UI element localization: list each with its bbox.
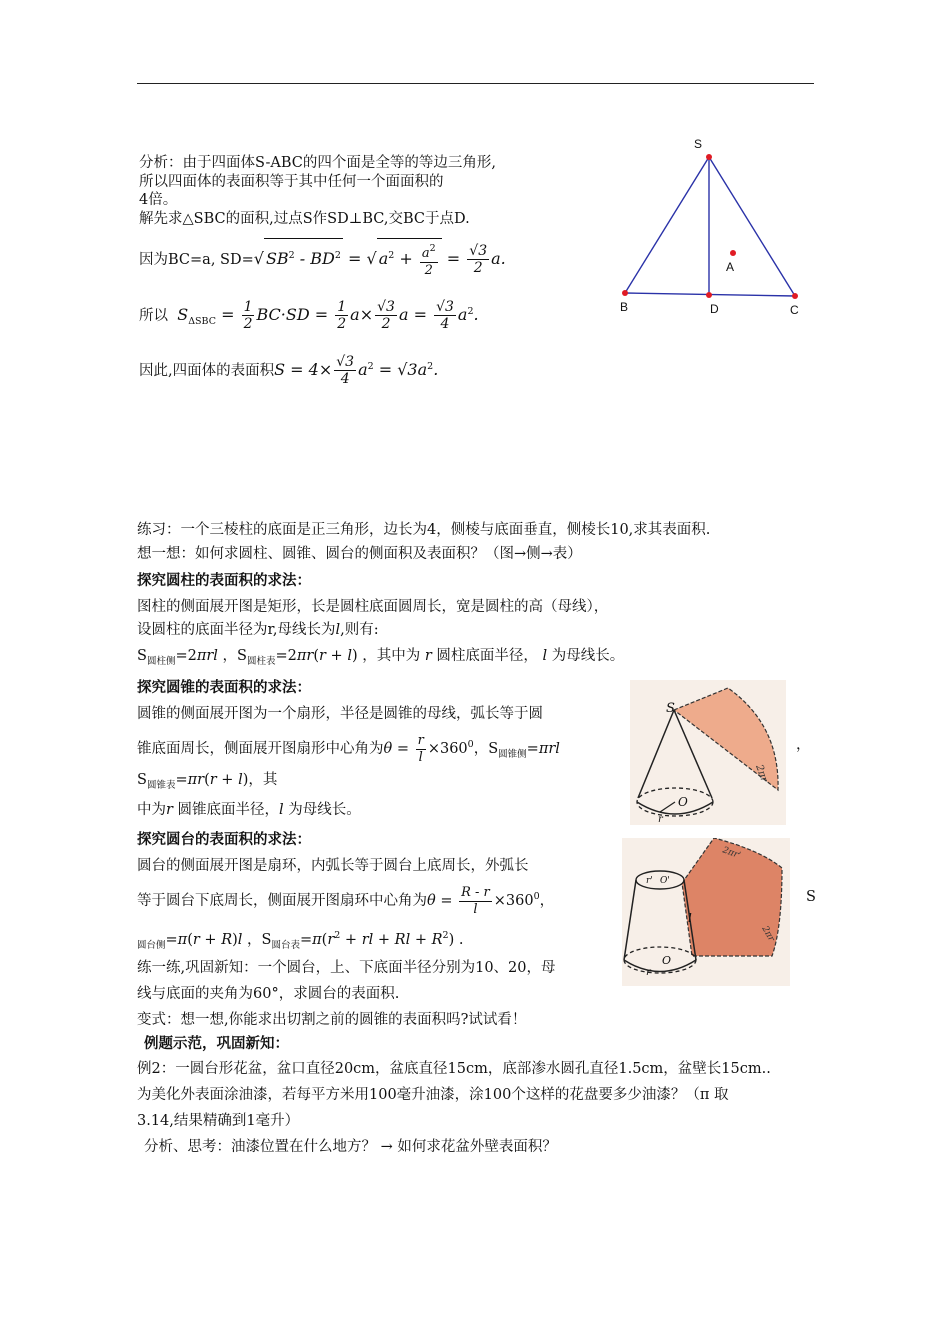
total-formula: 因此,四面体的表面积S = 4× $\frac{√3}{4}$ $a^2 = √3a^2$. — [139, 354, 439, 387]
point-b — [622, 290, 628, 296]
frustum-line-2: 等于圆台下底周长，侧面展开图扇环中心角为θ = $\frac{R - r}{l}$ $\times 360^0$， — [137, 884, 555, 917]
cylinder-line-2: 设圆柱的底面半径为r,母线长为l,则有: — [137, 622, 379, 638]
point-a — [730, 250, 736, 256]
frustum-fig-l: l — [688, 911, 692, 925]
cone-heading: 探究圆锥的表面积的求法： — [137, 679, 311, 696]
cone-comma: ， — [473, 741, 489, 757]
therefore-text: 因此,四面体的表面积 — [139, 363, 275, 379]
label-d: D — [710, 302, 719, 316]
frustum-fig-r1: r' — [646, 876, 653, 886]
cylinder-heading: 探究圆柱的表面积的求法： — [137, 572, 311, 589]
tetrahedron-diagram — [600, 130, 820, 330]
area-formula: 所以 $S_{\Delta SBC}$ = $\frac{1}{2}$ BC·SD = $\frac{1}{2}$ a× $\frac{√3}{2}$ a = $\frac{√3}{4}$ $a^2$. — [139, 299, 479, 332]
sd-formula: 因为BC=a, SD=√ $SB^2 - BD^2$ = √ $a^2$ + $\frac{a^2}{2}$ = $\frac{√3}{2}$ a. — [139, 238, 506, 279]
cylinder-tail-1: ，其中为 — [362, 648, 421, 664]
label-s: S — [694, 137, 703, 151]
so-text: 所以 — [139, 308, 168, 324]
label-c: C — [790, 303, 799, 317]
frustum-fig-arc2: 2πr — [759, 924, 777, 944]
exercise-line-1: 练一练,巩固新知：一个圆台，上、下底面半径分别为10、20，母 — [137, 960, 556, 976]
point-s — [706, 154, 712, 160]
frustum-fig-arc1: 2πr' — [720, 845, 742, 862]
point-c — [792, 293, 798, 299]
cylinder-tail-3: 为母线长。 — [551, 648, 625, 664]
frustum-heading: 探究圆台的表面积的求法： — [137, 831, 311, 848]
example-heading: 例题示范，巩固新知： — [144, 1035, 289, 1052]
cone-line-4: 中为r 圆锥底面半径，l 为母线长。 — [137, 802, 361, 818]
label-a: A — [726, 260, 735, 274]
cone-line-4-c: 为母线长。 — [288, 802, 361, 818]
frustum-net-figure — [622, 838, 790, 986]
cylinder-formula: $S_{圆柱侧}=2\pi rl$ ，$S_{圆柱表}=2\pi r(r + l)$ ，其中为 r 圆柱底面半径， l 为母线长。 — [137, 648, 625, 667]
cone-fig-o: O — [678, 795, 688, 809]
cone-line-2-text: 锥底面周长，侧面展开图扇形中心角为 — [137, 741, 384, 757]
cone-fig-s: S — [666, 701, 675, 716]
analysis-line-3: 4倍。 — [139, 192, 178, 208]
cone-line-1: 圆锥的侧面展开图为一个扇形，半径是圆锥的母线，弧长等于圆 — [137, 706, 543, 722]
exercise-line-2: 线与底面的夹角为60°，求圆台的表面积. — [137, 986, 400, 1002]
cylinder-line-1: 图柱的侧面展开图是矩形，长是圆柱底面圆周长，宽是圆柱的高（母线）， — [137, 599, 609, 615]
edge-sc — [709, 157, 795, 296]
cone-trailing-comma: ， — [796, 737, 811, 753]
edge-sb — [625, 157, 709, 293]
cylinder-line-2-end: ,则有: — [340, 622, 379, 638]
example-line-1: 例2：一圆台形花盆，盆口直径20cm，盆底直径15cm，底部渗水圆孔直径1.5cm，盆壁长15cm.. — [137, 1061, 771, 1077]
analysis-line-2: 所以四面体的表面积等于其中任何一个面面积的 — [139, 174, 444, 190]
exercise-variant: 变式：想一想,你能求出切割之前的圆锥的表面积吗?试试看！ — [137, 1012, 527, 1028]
example-line-2: 为美化外表面涂油漆，若每平方米用100毫升油漆，涂100个这样的花盘要多少油漆？（π 取 — [137, 1087, 729, 1103]
frustum-line-1: 圆台的侧面展开图是扇环，内弧长等于圆台上底周长，外弧长 — [137, 858, 529, 874]
example-line-3: 3.14,结果精确到1毫升） — [137, 1113, 300, 1129]
frustum-trailing-s: S — [806, 889, 816, 905]
cone-line-3: $S_{圆锥表}=\pi r(r + l)$，其 — [137, 772, 278, 791]
cylinder-tail-2: 圆柱底面半径， — [436, 648, 538, 664]
cylinder-line-2-text: 设圆柱的底面半径为r,母线长为 — [137, 622, 336, 638]
because-text: 因为BC=a, SD= — [139, 252, 254, 268]
cone-line-3-tail: ，其 — [248, 772, 278, 788]
frustum-fig-r: r — [646, 967, 651, 978]
analysis-line-4: 解先求△SBC的面积,过点S作SD⊥BC,交BC于点D. — [139, 211, 470, 227]
cone-fig-arc: 2πr — [753, 763, 770, 784]
cone-net-figure — [630, 680, 786, 825]
header-rule — [137, 83, 814, 84]
analysis-line-1: 分析：由于四面体S-ABC的四个面是全等的等边三角形, — [139, 155, 496, 171]
frustum-formula: $_{圆台侧}$=π(r + R)l ，$S_{圆台表}=\pi(r^2$ + rl + $Rl + R^2$) . — [137, 930, 464, 951]
label-b: B — [620, 300, 629, 314]
think-text: 想一想：如何求圆柱、圆锥、圆台的侧面积及表面积？（图→侧→表） — [137, 546, 582, 562]
cone-line-2: 锥底面周长，侧面展开图扇形中心角为θ = $\frac{r}{l}$ $\times 360^0$，$S_{圆锥侧}=\pi rl$ — [137, 732, 560, 765]
point-d — [706, 292, 712, 298]
cone-line-4-b: 圆锥底面半径， — [177, 802, 280, 818]
example-line-4: 分析、思考：油漆位置在什么地方？ → 如何求花盆外壁表面积？ — [144, 1139, 557, 1155]
frustum-fig-o1: O' — [660, 876, 670, 886]
frustum-fig-o: O — [662, 954, 672, 967]
cone-fig-r: r — [658, 814, 663, 825]
cone-line-4-text: 中为 — [137, 802, 166, 818]
frustum-line-2-text: 等于圆台下底周长，侧面展开图扇环中心角为 — [137, 893, 427, 909]
practice-text: 练习：一个三棱柱的底面是正三角形，边长为4，侧棱与底面垂直，侧棱长10,求其表面积. — [137, 522, 711, 538]
